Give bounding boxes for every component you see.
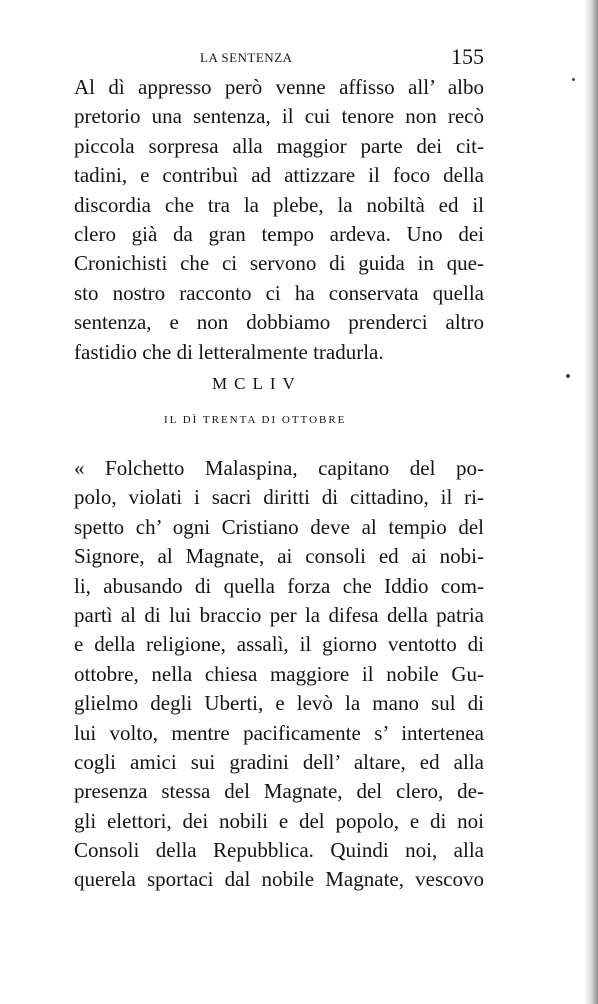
page-header — [200, 46, 484, 70]
intro-paragraph — [74, 73, 484, 367]
sentence-line: lui volto, mentre pacificamente s’ intertenea — [74, 720, 484, 745]
sentence-line: polo, violati i sacri diritti di cittadino, il ri- — [74, 485, 484, 510]
section-number: MCLIV — [212, 374, 302, 393]
intro-line: tadini, e contribuì ad attizzare il foco della — [74, 163, 484, 188]
intro-line: fastidio che di letteralmente tradurla. — [74, 339, 384, 364]
sentence-line: Consoli della Repubblica. Quindi noi, alla — [74, 838, 484, 863]
intro-line: sentenza, e non dobbiamo prenderci altro — [74, 310, 484, 335]
sentence-line: presenza stessa del Magnate, del clero, de- — [74, 779, 484, 804]
intro-line: pretorio una sentenza, il cui tenore non recò — [74, 104, 484, 129]
page-speck — [566, 374, 570, 378]
intro-line: Al dì appresso però venne affisso all’ albo — [74, 75, 484, 99]
section-date: IL DÌ TRENTA DI OTTOBRE — [164, 414, 347, 426]
sentence-line: « Folchetto Malaspina, capitano del po- — [74, 456, 484, 480]
sentence-line: e della religione, assalì, il giorno ventotto di — [74, 632, 484, 657]
sentence-line: glielmo degli Uberti, e levò la mano sul di — [74, 691, 484, 716]
sentence-line: partì al di lui braccio per la difesa della patria — [74, 602, 484, 627]
sentence-line: gli elettori, dei nobili e del popolo, e di noi — [74, 808, 484, 833]
sentence-line: ottobre, nella chiesa maggiore il nobile Gu- — [74, 661, 484, 686]
intro-line: discordia che tra la plebe, la nobiltà ed il — [74, 192, 484, 217]
sentence-line: Signore, al Magnate, ai consoli ed ai nobi- — [74, 544, 484, 569]
sentence-line: spetto ch’ ogni Cristiano deve al tempio del — [74, 514, 484, 539]
sentence-line: querela sportaci dal nobile Magnate, vescovo — [74, 867, 484, 892]
sentence-paragraph — [74, 454, 484, 895]
page-number: 155 — [451, 44, 484, 69]
running-title: LA SENTENZA — [200, 50, 293, 65]
sentence-line: cogli amici sui gradini dell’ altare, ed alla — [74, 749, 484, 774]
intro-line: sto nostro racconto ci ha conservata quella — [74, 280, 484, 305]
sentence-line: li, abusando di quella forza che Iddio com- — [74, 573, 484, 598]
page-binding-edge — [584, 0, 598, 1004]
intro-line: clero già da gran tempo ardeva. Uno dei — [74, 221, 484, 246]
intro-line: Cronichisti che ci servono di guida in que- — [74, 251, 484, 276]
page-speck — [572, 78, 575, 81]
intro-line: piccola sorpresa alla maggior parte dei cit- — [74, 133, 484, 158]
